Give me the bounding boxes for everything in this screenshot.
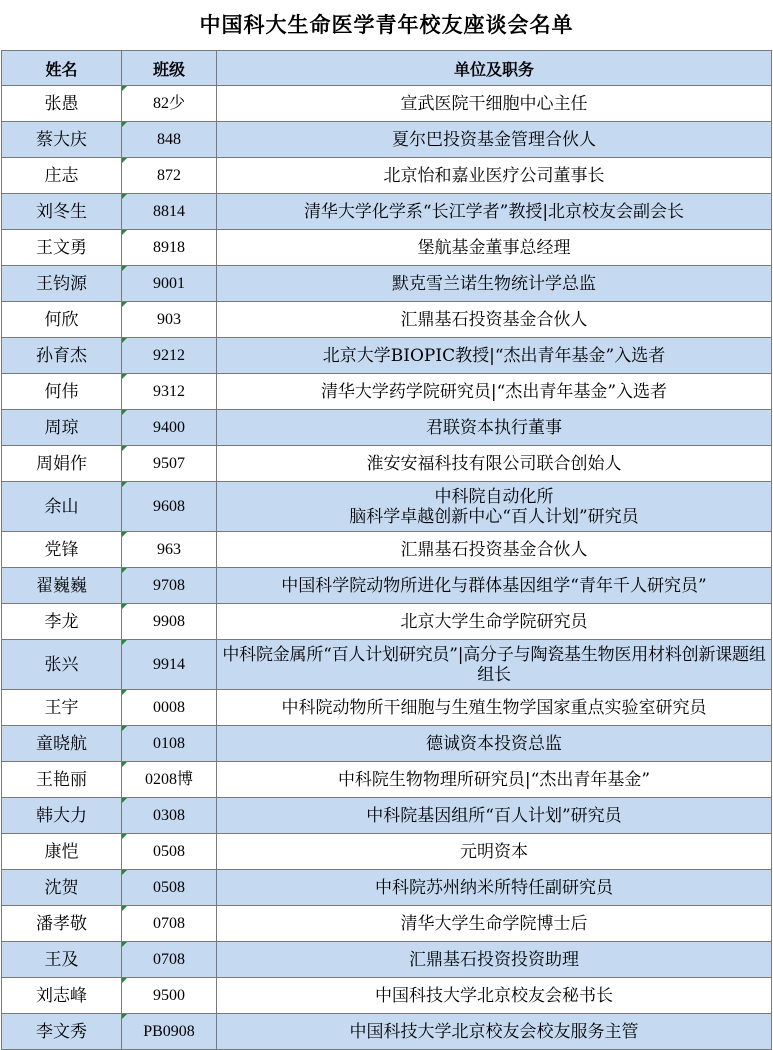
table-row	[2, 410, 772, 446]
cell-name[interactable]: 王文勇	[2, 230, 122, 266]
cell-name[interactable]: 沈贺	[2, 870, 122, 906]
cell-name[interactable]: 王艳丽	[2, 762, 122, 798]
header-class[interactable]: 班级	[122, 51, 217, 86]
cell-unit[interactable]: 中国科学院动物所进化与群体基因组学“青年千人研究员”	[217, 568, 772, 604]
cell-class[interactable]: 903	[122, 302, 217, 338]
cell-unit[interactable]: 汇鼎基石投资投资助理	[217, 942, 772, 978]
cell-unit[interactable]: 君联资本执行董事	[217, 410, 772, 446]
cell-class[interactable]: 8918	[122, 230, 217, 266]
cell-name[interactable]: 康恺	[2, 834, 122, 870]
cell-unit[interactable]: 中科院生物物理所研究员|“杰出青年基金”	[217, 762, 772, 798]
cell-unit[interactable]: 汇鼎基石投资基金合伙人	[217, 302, 772, 338]
table-header-row	[2, 51, 772, 86]
cell-unit[interactable]: 夏尔巴投资基金管理合伙人	[217, 122, 772, 158]
table-row	[2, 978, 772, 1014]
table-row	[2, 532, 772, 568]
cell-class[interactable]: 9608	[122, 482, 217, 532]
header-unit[interactable]: 单位及职务	[217, 51, 772, 86]
cell-name[interactable]: 周娟作	[2, 446, 122, 482]
cell-name[interactable]: 童晓航	[2, 726, 122, 762]
cell-unit[interactable]: 北京怡和嘉业医疗公司董事长	[217, 158, 772, 194]
cell-unit[interactable]: 清华大学化学系“长江学者”教授|北京校友会副会长	[217, 194, 772, 230]
cell-class[interactable]: 0108	[122, 726, 217, 762]
table-row	[2, 640, 772, 690]
cell-class[interactable]: 9312	[122, 374, 217, 410]
table-row	[2, 726, 772, 762]
table-row	[2, 568, 772, 604]
table-row	[2, 338, 772, 374]
cell-class[interactable]: 963	[122, 532, 217, 568]
cell-class[interactable]: 9212	[122, 338, 217, 374]
cell-class[interactable]: 0008	[122, 690, 217, 726]
table-row	[2, 906, 772, 942]
cell-class[interactable]: 0508	[122, 834, 217, 870]
cell-unit[interactable]: 清华大学药学院研究员|“杰出青年基金”入选者	[217, 374, 772, 410]
table-row	[2, 762, 772, 798]
cell-unit[interactable]: 北京大学生命学院研究员	[217, 604, 772, 640]
cell-class[interactable]: 9507	[122, 446, 217, 482]
cell-class[interactable]: 0508	[122, 870, 217, 906]
cell-name[interactable]: 王宇	[2, 690, 122, 726]
table-row	[2, 194, 772, 230]
cell-class[interactable]: 848	[122, 122, 217, 158]
cell-class[interactable]: 9908	[122, 604, 217, 640]
cell-unit[interactable]: 汇鼎基石投资基金合伙人	[217, 532, 772, 568]
table-row	[2, 942, 772, 978]
header-name[interactable]: 姓名	[2, 51, 122, 86]
table-row	[2, 870, 772, 906]
table-row	[2, 374, 772, 410]
cell-name[interactable]: 蔡大庆	[2, 122, 122, 158]
page-title: 中国科大生命医学青年校友座谈会名单	[199, 13, 574, 37]
cell-unit[interactable]: 中科院基因组所“百人计划”研究员	[217, 798, 772, 834]
cell-class[interactable]: 9001	[122, 266, 217, 302]
table-row	[2, 302, 772, 338]
cell-class[interactable]: 0208博	[122, 762, 217, 798]
table-row	[2, 446, 772, 482]
cell-unit[interactable]: 清华大学生命学院博士后	[217, 906, 772, 942]
table-row	[2, 604, 772, 640]
cell-unit[interactable]: 淮安安福科技有限公司联合创始人	[217, 446, 772, 482]
cell-unit[interactable]: 中科院动物所干细胞与生殖生物学国家重点实验室研究员	[217, 690, 772, 726]
cell-name[interactable]: 潘孝敬	[2, 906, 122, 942]
cell-class[interactable]: 9914	[122, 640, 217, 690]
table-row	[2, 230, 772, 266]
cell-unit[interactable]: 元明资本	[217, 834, 772, 870]
cell-name[interactable]: 韩大力	[2, 798, 122, 834]
table-row	[2, 834, 772, 870]
cell-class[interactable]: 9500	[122, 978, 217, 1014]
cell-class[interactable]: 0708	[122, 906, 217, 942]
cell-name[interactable]: 王钧源	[2, 266, 122, 302]
cell-unit[interactable]: 中国科技大学北京校友会校友服务主管	[217, 1014, 772, 1050]
cell-name[interactable]: 张愚	[2, 86, 122, 122]
cell-class[interactable]: 8814	[122, 194, 217, 230]
table-row	[2, 798, 772, 834]
cell-name[interactable]: 何伟	[2, 374, 122, 410]
cell-name[interactable]: 翟巍巍	[2, 568, 122, 604]
cell-class[interactable]: 872	[122, 158, 217, 194]
cell-unit[interactable]: 中科院自动化所 脑科学卓越创新中心“百人计划”研究员	[217, 482, 772, 532]
cell-name[interactable]: 党锋	[2, 532, 122, 568]
table-row	[2, 690, 772, 726]
cell-unit[interactable]: 中科院金属所“百人计划研究员”|高分子与陶瓷基生物医用材料创新课题组组长	[217, 640, 772, 690]
table-row	[2, 122, 772, 158]
cell-class[interactable]: 82少	[122, 86, 217, 122]
cell-name[interactable]: 孙育杰	[2, 338, 122, 374]
cell-unit[interactable]: 德诚资本投资总监	[217, 726, 772, 762]
cell-name[interactable]: 刘冬生	[2, 194, 122, 230]
cell-name[interactable]: 刘志峰	[2, 978, 122, 1014]
cell-unit[interactable]: 中科院苏州纳米所特任副研究员	[217, 870, 772, 906]
table-row	[2, 482, 772, 532]
table-row	[2, 266, 772, 302]
table-row	[2, 86, 772, 122]
cell-unit[interactable]: 默克雪兰诺生物统计学总监	[217, 266, 772, 302]
cell-name[interactable]: 周琼	[2, 410, 122, 446]
cell-unit[interactable]: 宣武医院干细胞中心主任	[217, 86, 772, 122]
roster-table	[1, 50, 772, 1050]
cell-name[interactable]: 庄志	[2, 158, 122, 194]
cell-name[interactable]: 何欣	[2, 302, 122, 338]
cell-name[interactable]: 李文秀	[2, 1014, 122, 1050]
cell-name[interactable]: 李龙	[2, 604, 122, 640]
cell-class[interactable]: 9400	[122, 410, 217, 446]
cell-name[interactable]: 张兴	[2, 640, 122, 690]
cell-class[interactable]: PB0908	[122, 1014, 217, 1050]
cell-unit[interactable]: 堡航基金董事总经理	[217, 230, 772, 266]
cell-class[interactable]: 9708	[122, 568, 217, 604]
cell-name[interactable]: 余山	[2, 482, 122, 532]
cell-unit[interactable]: 中国科技大学北京校友会秘书长	[217, 978, 772, 1014]
table-body	[2, 86, 772, 1050]
cell-class[interactable]: 0308	[122, 798, 217, 834]
cell-name[interactable]: 王及	[2, 942, 122, 978]
table-row	[2, 1014, 772, 1050]
cell-unit[interactable]: 北京大学BIOPIC教授|“杰出青年基金”入选者	[217, 338, 772, 374]
table-row	[2, 158, 772, 194]
cell-class[interactable]: 0708	[122, 942, 217, 978]
